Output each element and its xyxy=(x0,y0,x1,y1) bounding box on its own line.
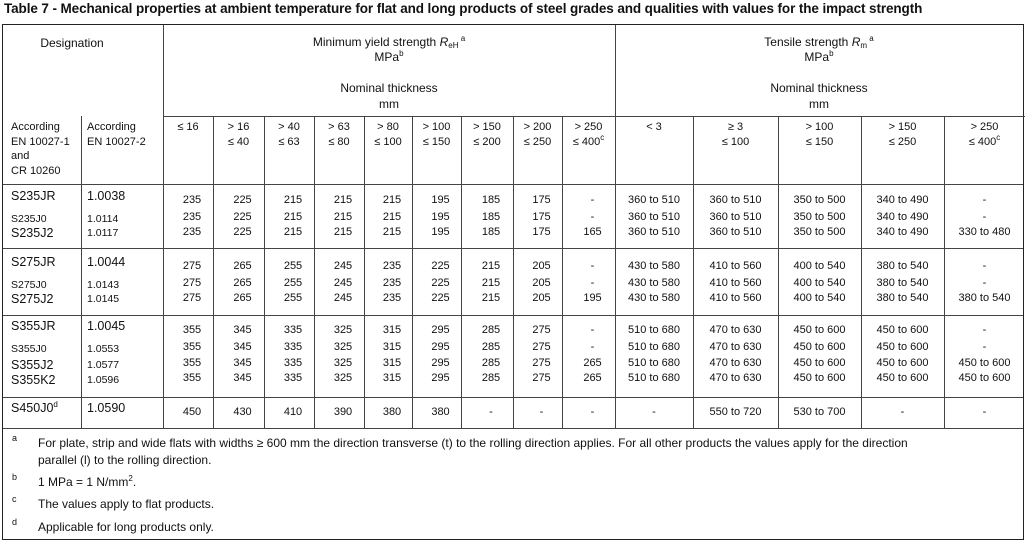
yield-value: 325 xyxy=(333,372,353,384)
yield-mm: mm xyxy=(379,97,399,111)
footnote-text: For plate, strip and wide flats with widths ≥ 600 mm the direction transverse (t) to the rolling direction applies. For all other products the values apply for the direction xyxy=(38,436,908,450)
yield-value: 285 xyxy=(481,341,501,353)
yield-value: 295 xyxy=(431,324,450,336)
designation-header: Designation xyxy=(40,36,104,50)
column-divider xyxy=(412,116,413,428)
tensile-thickness-label: > 250 xyxy=(970,121,999,133)
yield-value: - xyxy=(489,406,493,418)
yield-thickness-label: ≤ 100 xyxy=(374,136,402,148)
yield-value: 195 xyxy=(431,211,450,223)
material-number: 1.0038 xyxy=(87,189,126,203)
yield-value: 185 xyxy=(481,226,501,238)
grade-name: S235J0 xyxy=(11,213,47,225)
yield-value: 225 xyxy=(431,277,450,289)
tensile-value: 380 to 540 xyxy=(958,292,1011,304)
tensile-value: 400 to 540 xyxy=(793,277,846,289)
tensile-value: 450 to 600 xyxy=(793,341,846,353)
yield-value: 245 xyxy=(333,292,353,304)
yield-value: 275 xyxy=(182,292,202,304)
footnote-mark: a xyxy=(12,433,18,443)
yield-value: 345 xyxy=(233,324,252,336)
yield-value: 430 xyxy=(233,406,252,418)
col2-header-line: According xyxy=(87,121,136,133)
yield-value: 215 xyxy=(481,260,501,272)
yield-value: 215 xyxy=(382,226,402,238)
tensile-unit: MPa$^b$ xyxy=(804,49,834,64)
yield-value: 225 xyxy=(431,292,450,304)
yield-thickness-label: ≤ 80 xyxy=(328,136,350,148)
tensile-value: 450 to 600 xyxy=(958,372,1011,384)
tensile-value: 450 to 600 xyxy=(876,372,929,384)
yield-value: 235 xyxy=(182,194,202,206)
material-number: 1.0117 xyxy=(87,227,119,239)
tensile-nominal-thickness: Nominal thickness xyxy=(770,81,868,95)
tensile-thickness-label: ≤ $400^c$ xyxy=(968,133,1001,148)
material-number: 1.0143 xyxy=(87,279,120,291)
col1-header-line: EN 10027-1 xyxy=(11,135,70,148)
yield-value: 315 xyxy=(382,372,402,384)
yield-thickness-label: > 80 xyxy=(377,121,399,133)
column-divider xyxy=(562,116,563,428)
yield-value: 235 xyxy=(382,292,402,304)
material-number: 1.0145 xyxy=(87,293,120,305)
tensile-value: - xyxy=(982,211,987,223)
tensile-thickness-label: ≤ 150 xyxy=(805,136,834,148)
tensile-value: 430 to 580 xyxy=(628,277,680,289)
yield-value: 235 xyxy=(382,277,402,289)
yield-thickness-label: > 63 xyxy=(328,121,350,133)
tensile-value: - xyxy=(982,260,987,272)
yield-value: 345 xyxy=(233,341,252,353)
yield-value: 450 xyxy=(182,406,202,418)
column-divider xyxy=(213,116,214,428)
grade-name: S235JR xyxy=(11,189,56,203)
tensile-value: 330 to 480 xyxy=(958,226,1011,238)
yield-value: 335 xyxy=(283,357,303,369)
yield-value: 225 xyxy=(233,194,252,206)
yield-thickness-label: > 100 xyxy=(422,121,451,133)
column-divider xyxy=(461,116,462,428)
yield-value: 215 xyxy=(481,292,501,304)
yield-thickness-label: ≤ $400^c$ xyxy=(572,133,605,148)
yield-value: 215 xyxy=(481,277,501,289)
tensile-value: 450 to 600 xyxy=(793,372,846,384)
tensile-value: - xyxy=(652,406,656,418)
yield-value: 175 xyxy=(532,194,551,206)
yield-value: 410 xyxy=(283,406,303,418)
yield-value: 175 xyxy=(532,226,551,238)
tensile-value: - xyxy=(982,194,987,206)
yield-value: 205 xyxy=(532,277,551,289)
yield-value: 335 xyxy=(283,341,303,353)
yield-thickness-label: > 150 xyxy=(473,121,501,133)
yield-value: 325 xyxy=(333,357,353,369)
tensile-value: 400 to 540 xyxy=(793,292,846,304)
yield-value: 235 xyxy=(182,211,202,223)
yield-value: 195 xyxy=(583,292,602,304)
yield-value: 265 xyxy=(233,260,252,272)
tensile-value: - xyxy=(982,277,987,289)
yield-value: 355 xyxy=(182,341,202,353)
yield-value: 295 xyxy=(431,372,450,384)
footnote-text: Applicable for long products only. xyxy=(38,520,214,534)
tensile-value: 550 to 720 xyxy=(709,406,762,418)
yield-value: 265 xyxy=(583,357,602,369)
tensile-value: 450 to 600 xyxy=(793,324,846,336)
tensile-value: 450 to 600 xyxy=(876,341,929,353)
yield-value: 215 xyxy=(333,226,353,238)
yield-value: 165 xyxy=(583,226,602,238)
row-divider xyxy=(3,428,1023,429)
yield-value: 175 xyxy=(532,211,551,223)
yield-value: 215 xyxy=(283,211,303,223)
yield-thickness-label: > 250 xyxy=(574,121,603,133)
tensile-value: 510 to 680 xyxy=(628,372,680,384)
tensile-thickness-label: ≥ 3 xyxy=(727,121,744,133)
material-number: 1.0045 xyxy=(87,319,126,333)
yield-value: - xyxy=(590,324,595,336)
yield-value: 335 xyxy=(283,324,303,336)
tensile-value: - xyxy=(900,406,905,418)
yield-value: 255 xyxy=(283,292,303,304)
col1-header-line: CR 10260 xyxy=(11,164,61,177)
footnote-text: The values apply to flat products. xyxy=(38,497,215,511)
yield-value: 275 xyxy=(532,357,551,369)
table-title: Table 7 - Mechanical properties at ambient temperature for flat and long products of steel grades and qualities with values for the impact strength xyxy=(4,1,923,16)
tensile-value: 410 to 560 xyxy=(709,260,762,272)
column-divider xyxy=(944,116,945,428)
yield-value: 255 xyxy=(283,277,303,289)
footnote-text: 1 MPa = 1 $N/mm^2$. xyxy=(38,474,137,489)
tensile-value: 450 to 600 xyxy=(958,357,1011,369)
yield-unit: MPa$^b$ xyxy=(374,49,404,64)
yield-value: - xyxy=(590,277,595,289)
yield-value: 285 xyxy=(481,324,501,336)
col1-header-line: According xyxy=(11,121,60,133)
yield-value: - xyxy=(590,260,595,272)
yield-value: - xyxy=(590,341,595,353)
tensile-value: - xyxy=(982,324,987,336)
yield-value: 315 xyxy=(382,357,402,369)
tensile-value: 410 to 560 xyxy=(709,277,762,289)
yield-value: 225 xyxy=(233,226,252,238)
yield-value: 295 xyxy=(431,357,450,369)
tensile-value: 450 to 600 xyxy=(876,324,929,336)
tensile-value: 340 to 490 xyxy=(876,194,929,206)
yield-value: 275 xyxy=(182,260,202,272)
tensile-value: 450 to 600 xyxy=(793,357,846,369)
grade-name: S275J0 xyxy=(11,279,47,291)
yield-value: 215 xyxy=(382,194,402,206)
yield-value: 205 xyxy=(532,260,551,272)
col1-header-line: and xyxy=(11,150,30,162)
yield-value: 215 xyxy=(333,194,353,206)
yield-thickness-label: > 16 xyxy=(227,121,250,133)
grade-name: S450J0$^d$ xyxy=(11,400,58,415)
properties-table xyxy=(2,24,1024,540)
column-divider xyxy=(778,116,779,428)
row-divider xyxy=(3,315,1023,316)
yield-value: 275 xyxy=(532,341,551,353)
tensile-value: 510 to 680 xyxy=(628,357,680,369)
yield-value: - xyxy=(590,194,595,206)
tensile-value: 430 to 580 xyxy=(628,292,680,304)
yield-value: 195 xyxy=(431,226,450,238)
yield-value: 235 xyxy=(382,260,402,272)
column-divider xyxy=(861,116,862,428)
yield-value: 225 xyxy=(233,211,252,223)
yield-thickness-label: ≤ 40 xyxy=(227,136,250,148)
tensile-thickness-label: > 150 xyxy=(888,121,917,133)
yield-thickness-label: > 200 xyxy=(523,121,552,133)
yield-value: 245 xyxy=(333,260,353,272)
yield-value: 265 xyxy=(233,292,252,304)
tensile-value: 510 to 680 xyxy=(628,324,680,336)
tensile-value: 510 to 680 xyxy=(628,341,680,353)
yield-value: 315 xyxy=(382,324,402,336)
tensile-value: 340 to 490 xyxy=(876,226,929,238)
tensile-value: - xyxy=(982,341,987,353)
tensile-value: 340 to 490 xyxy=(876,211,929,223)
footnote-text-cont: parallel (l) to the rolling direction. xyxy=(38,453,212,467)
yield-thickness-label: ≤ 63 xyxy=(278,136,300,148)
tensile-value: 400 to 540 xyxy=(793,260,846,272)
yield-value: 275 xyxy=(532,372,551,384)
grade-name: S355J0 xyxy=(11,343,47,355)
row-divider xyxy=(3,248,1023,249)
column-divider xyxy=(163,25,164,428)
tensile-value: 360 to 510 xyxy=(709,211,762,223)
column-divider xyxy=(81,116,82,428)
grade-name: S355J2 xyxy=(11,358,54,372)
tensile-value: 360 to 510 xyxy=(709,194,762,206)
grade-name: S275J2 xyxy=(11,292,54,306)
yield-value: - xyxy=(539,406,544,418)
yield-value: 380 xyxy=(431,406,450,418)
yield-value: 355 xyxy=(182,372,202,384)
yield-value: 345 xyxy=(233,372,252,384)
yield-value: 215 xyxy=(283,226,303,238)
yield-thickness-label: > 40 xyxy=(278,121,300,133)
yield-value: 265 xyxy=(233,277,252,289)
yield-value: 335 xyxy=(283,372,303,384)
yield-thickness-label: ≤ 250 xyxy=(523,136,552,148)
yield-value: 185 xyxy=(481,211,501,223)
yield-value: - xyxy=(590,211,595,223)
material-number: 1.0590 xyxy=(87,401,126,415)
yield-value: 325 xyxy=(333,341,353,353)
column-divider xyxy=(264,116,265,428)
yield-value: 205 xyxy=(532,292,551,304)
tensile-value: 430 to 580 xyxy=(628,260,680,272)
yield-thickness-label: ≤ 150 xyxy=(422,136,451,148)
row-divider xyxy=(163,116,1025,117)
material-number: 1.0044 xyxy=(87,255,126,269)
yield-value: 275 xyxy=(532,324,551,336)
yield-value: 345 xyxy=(233,357,252,369)
tensile-value: 360 to 510 xyxy=(628,194,680,206)
tensile-value: 350 to 500 xyxy=(793,226,846,238)
tensile-value: 360 to 510 xyxy=(628,211,680,223)
tensile-thickness-label: > 100 xyxy=(805,121,834,133)
tensile-value: 350 to 500 xyxy=(793,211,846,223)
tensile-value: 380 to 540 xyxy=(876,292,929,304)
grade-name: S275JR xyxy=(11,255,56,269)
material-number: 1.0577 xyxy=(87,359,120,371)
column-divider xyxy=(364,116,365,428)
footnote-mark: b xyxy=(12,472,18,482)
yield-value: 255 xyxy=(283,260,303,272)
column-divider xyxy=(693,116,694,428)
col2-header-line: EN 10027-2 xyxy=(87,135,146,148)
tensile-value: 380 to 540 xyxy=(876,260,929,272)
tensile-value: 450 to 600 xyxy=(876,357,929,369)
yield-value: 295 xyxy=(431,341,450,353)
yield-value: 285 xyxy=(481,372,501,384)
yield-value: 380 xyxy=(382,406,402,418)
row-divider xyxy=(3,184,1023,185)
material-number: 1.0596 xyxy=(87,374,120,386)
yield-value: 265 xyxy=(583,372,602,384)
grade-name: S355K2 xyxy=(11,373,56,387)
yield-value: 275 xyxy=(182,277,202,289)
yield-value: 390 xyxy=(333,406,353,418)
yield-nominal-thickness: Nominal thickness xyxy=(340,81,438,95)
footnote-mark: d xyxy=(12,517,18,527)
column-divider xyxy=(615,25,616,428)
tensile-mm: mm xyxy=(809,97,829,111)
tensile-value: 530 to 700 xyxy=(793,406,846,418)
grade-name: S235J2 xyxy=(11,226,54,240)
tensile-value: 470 to 630 xyxy=(709,341,762,353)
column-divider xyxy=(513,116,514,428)
tensile-value: 360 to 510 xyxy=(628,226,680,238)
yield-value: 215 xyxy=(283,194,303,206)
yield-value: 215 xyxy=(382,211,402,223)
tensile-thickness-label: < 3 xyxy=(646,121,662,133)
yield-thickness-label: ≤ 16 xyxy=(177,121,199,133)
column-divider xyxy=(314,116,315,428)
yield-value: 195 xyxy=(431,194,450,206)
tensile-value: - xyxy=(982,406,987,418)
yield-value: 185 xyxy=(481,194,501,206)
yield-thickness-label: ≤ 200 xyxy=(473,136,501,148)
tensile-strength-header: Tensile strength $R_m$ $^a$ xyxy=(764,34,874,50)
footnote-mark: c xyxy=(12,494,17,504)
tensile-value: 350 to 500 xyxy=(793,194,846,206)
tensile-thickness-label: ≤ 100 xyxy=(721,136,750,148)
tensile-value: 470 to 630 xyxy=(709,372,762,384)
yield-value: 355 xyxy=(182,357,202,369)
tensile-thickness-label: ≤ 250 xyxy=(888,136,917,148)
material-number: 1.0553 xyxy=(87,343,120,355)
yield-value: 325 xyxy=(333,324,353,336)
yield-value: 355 xyxy=(182,324,202,336)
row-divider xyxy=(3,397,1023,398)
tensile-value: 470 to 630 xyxy=(709,357,762,369)
yield-value: 245 xyxy=(333,277,353,289)
yield-value: - xyxy=(590,406,595,418)
yield-strength-header: Minimum yield strength $R_{eH}$ $^a$ xyxy=(312,34,466,50)
yield-value: 235 xyxy=(182,226,202,238)
yield-value: 285 xyxy=(481,357,501,369)
grade-name: S355JR xyxy=(11,319,56,333)
tensile-value: 360 to 510 xyxy=(709,226,762,238)
yield-value: 225 xyxy=(431,260,450,272)
material-number: 1.0114 xyxy=(87,213,119,225)
yield-value: 215 xyxy=(333,211,353,223)
tensile-value: 470 to 630 xyxy=(709,324,762,336)
tensile-value: 380 to 540 xyxy=(876,277,929,289)
tensile-value: 410 to 560 xyxy=(709,292,762,304)
yield-value: 315 xyxy=(382,341,402,353)
